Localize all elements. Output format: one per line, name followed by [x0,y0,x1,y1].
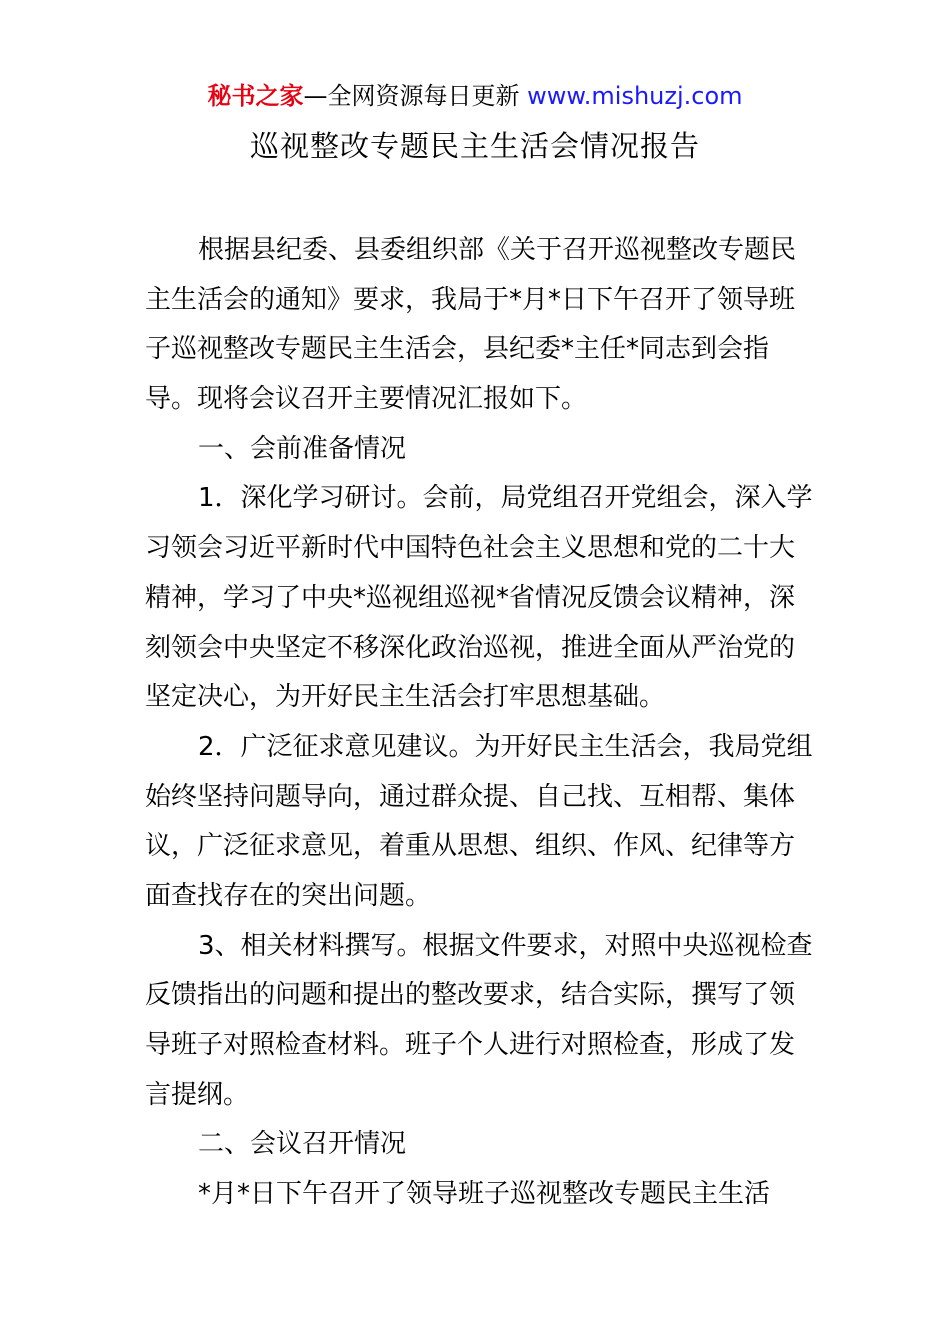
paragraph-line: 面查找存在的突出问题。 [145,880,432,911]
paragraph-line: 3、相关材料撰写。根据文件要求，对照中央巡视检查 [198,930,813,961]
paragraph-line: 言提纲。 [145,1079,250,1110]
paragraph-line: 议，广泛征求意见，着重从思想、组织、作风、纪律等方 [145,831,796,862]
paragraph-line: 习领会习近平新时代中国特色社会主义思想和党的二十大 [145,533,796,564]
paragraph-line: 主生活会的通知》要求，我局于*月*日下午召开了领导班 [145,284,796,315]
paragraph-line: 2．广泛征求意见建议。为开好民主生活会，我局党组 [198,731,813,762]
header-tagline: —全网资源每日更新 [303,82,520,110]
site-header [0,80,950,112]
document-title: 巡视整改专题民主生活会情况报告 [249,129,700,163]
paragraph-line: *月*日下午召开了领导班子巡视整改专题民主生活 [198,1179,771,1210]
paragraph-line: 导。现将会议召开主要情况汇报如下。 [145,384,588,415]
paragraph-line: 1．深化学习研讨。会前，局党组召开党组会，深入学 [198,483,813,514]
site-url-link[interactable]: www.mishuzj.com [527,82,743,110]
paragraph-line: 反馈指出的问题和提出的整改要求，结合实际，撰写了领 [145,980,796,1011]
brand-name: 秘书之家 [207,82,304,110]
paragraph-line: 精神，学习了中央*巡视组巡视*省情况反馈会议精神，深 [145,582,796,613]
paragraph-line: 子巡视整改专题民主生活会，县纪委*主任*同志到会指 [145,334,770,365]
paragraph-line: 刻领会中央坚定不移深化政治巡视，推进全面从严治党的 [145,632,796,663]
section-heading: 一、会前准备情况 [198,433,407,464]
paragraph-line: 始终坚持问题导向，通过群众提、自己找、互相帮、集体 [145,781,796,812]
paragraph-line: 导班子对照检查材料。班子个人进行对照检查，形成了发 [145,1030,796,1060]
section-heading: 二、会议召开情况 [198,1129,407,1160]
document-body [145,226,813,1220]
paragraph-line: 根据县纪委、县委组织部《关于召开巡视整改专题民 [198,235,797,265]
paragraph-line: 坚定决心，为开好民主生活会打牢思想基础。 [145,682,666,713]
